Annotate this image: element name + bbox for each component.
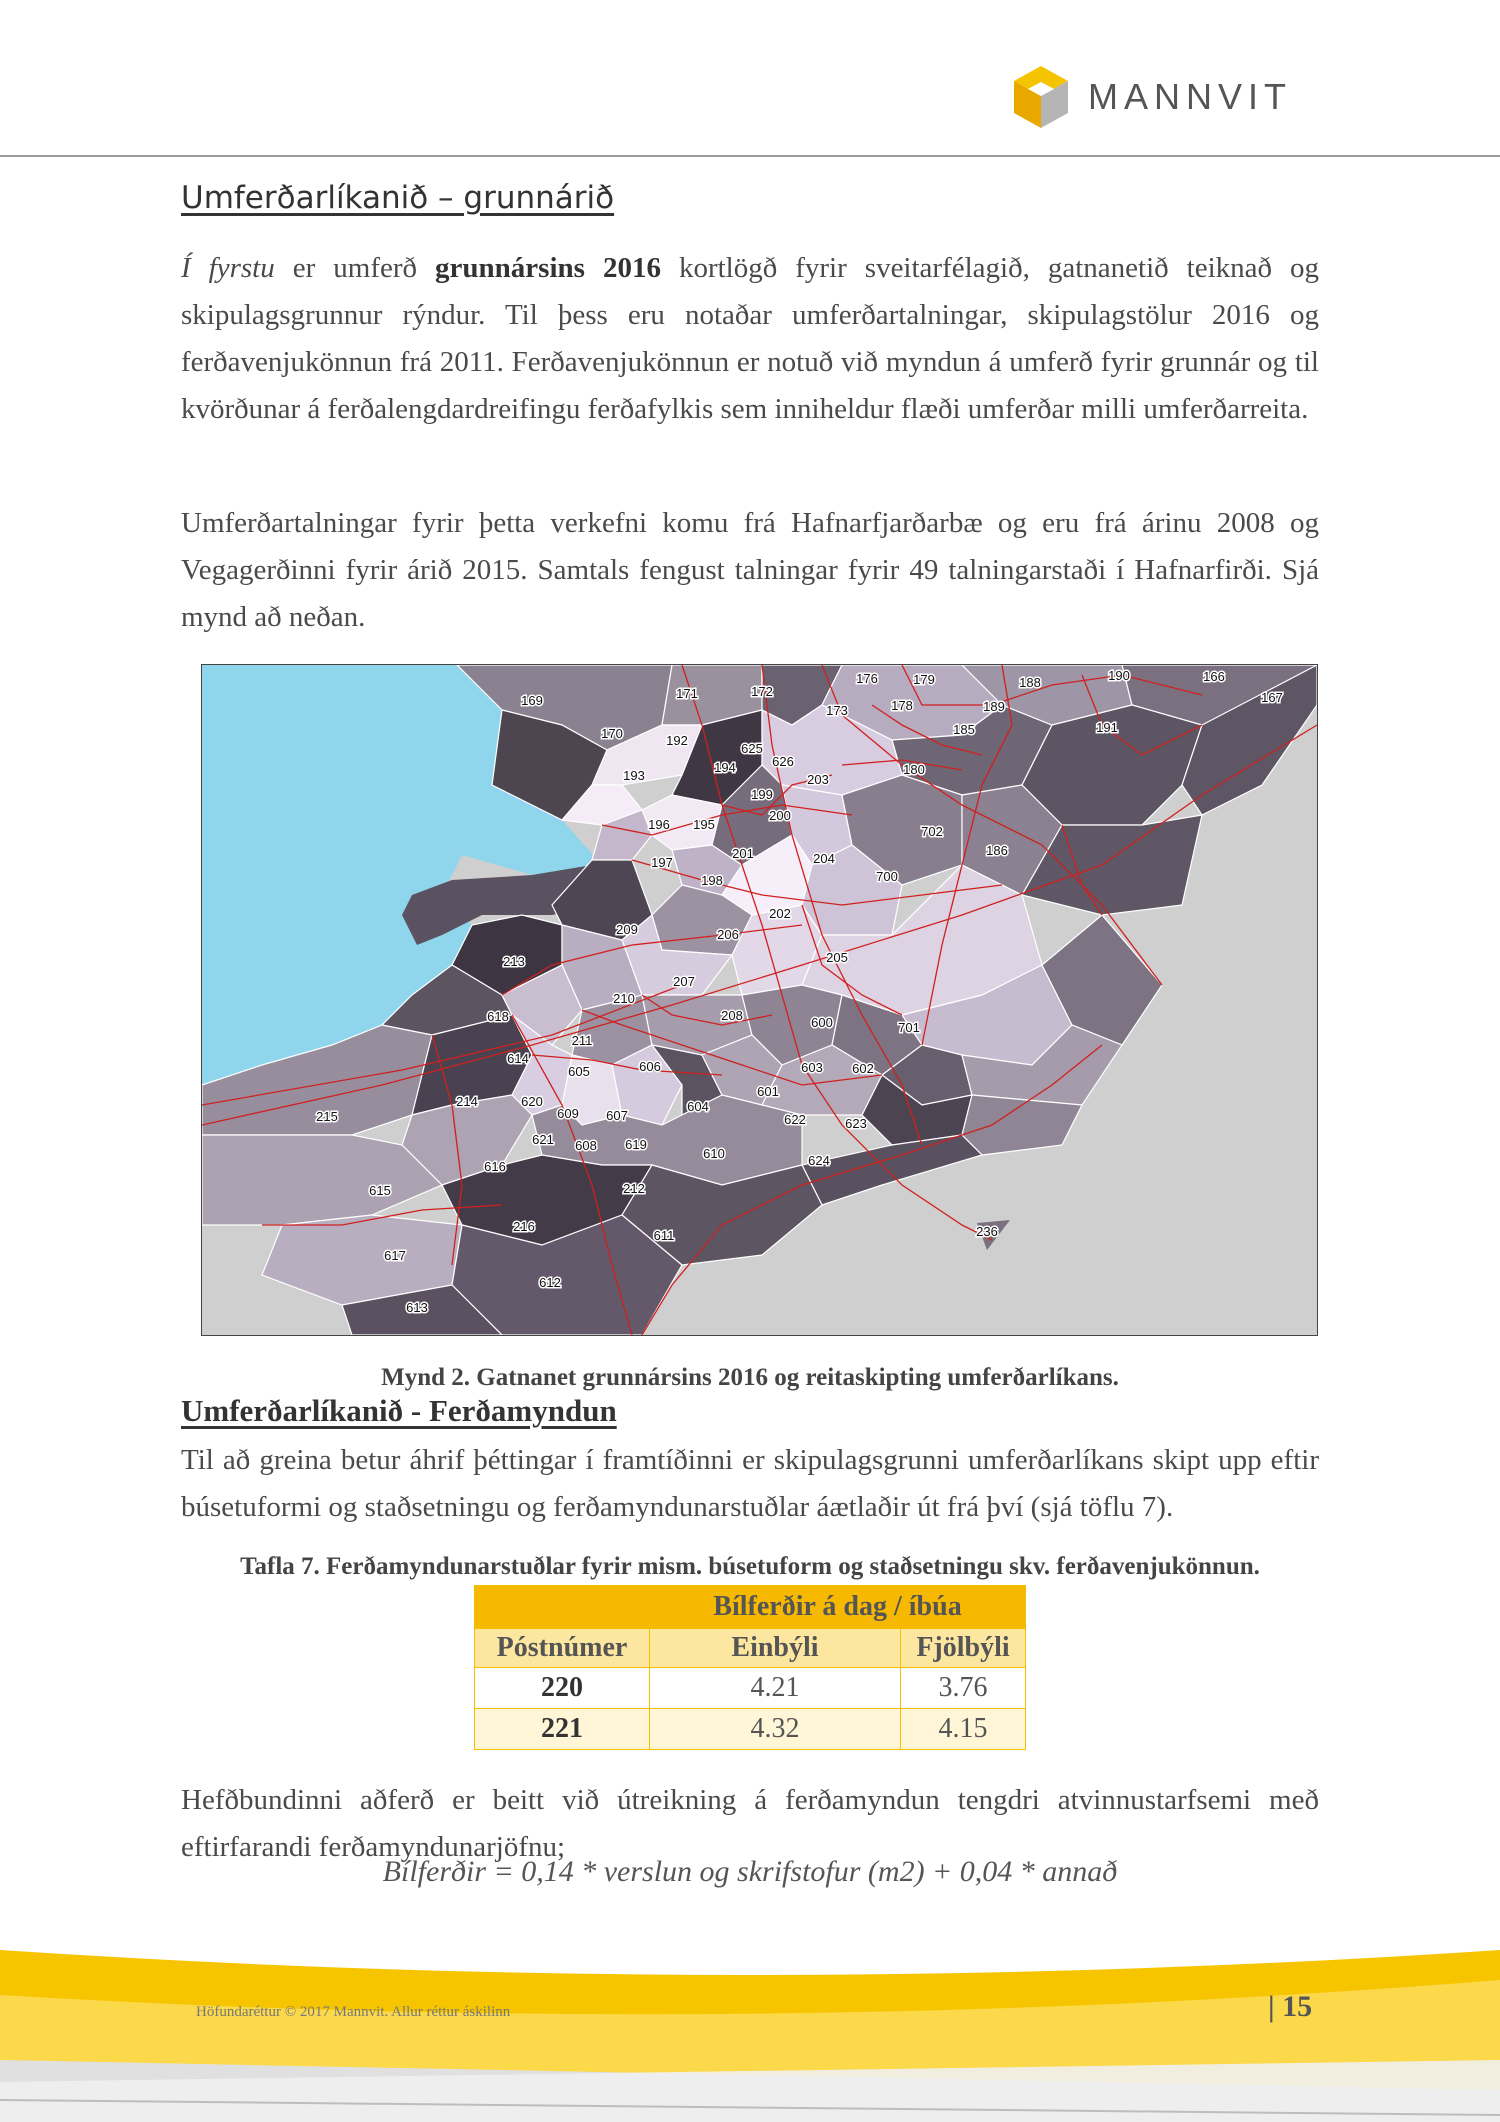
zone-label-617: 617 <box>384 1248 406 1263</box>
zone-label-195: 195 <box>693 817 715 832</box>
zone-label-211: 211 <box>571 1033 593 1048</box>
zone-label-200: 200 <box>769 808 791 823</box>
paragraph-atvinnustarfsemi: Hefðbundinni aðferð er beitt við útreikning á ferðamyndun tengdri atvinnustarfsemi með eftirfarandi ferðamyndunarjöfnu; <box>181 1784 1319 1863</box>
zone-label-192: 192 <box>666 733 688 748</box>
paragraph-bold: grunnársins 2016 <box>435 252 661 284</box>
zone-label-189: 189 <box>983 699 1005 714</box>
zone-label-619: 619 <box>625 1137 647 1152</box>
zone-label-185: 185 <box>953 722 975 737</box>
zone-label-193: 193 <box>623 768 645 783</box>
paragraph-text-a: er umferð <box>274 252 436 284</box>
zone-label-623: 623 <box>845 1116 867 1131</box>
cell-fjolbyli: 4.15 <box>901 1709 1026 1750</box>
zone-label-603: 603 <box>801 1060 823 1075</box>
zone-label-214: 214 <box>456 1094 478 1109</box>
zone-label-606: 606 <box>639 1059 661 1074</box>
zone-label-614: 614 <box>507 1051 529 1066</box>
zone-label-188: 188 <box>1019 675 1041 690</box>
zone-label-176: 176 <box>856 671 878 686</box>
cell-einbyli: 4.32 <box>650 1709 901 1750</box>
zone-label-186: 186 <box>986 843 1008 858</box>
table-caption: Tafla 7. Ferðamyndunarstuðlar fyrir mism. búsetuform og staðsetningu skv. ferðavenjukönnun. <box>240 1553 1260 1580</box>
zone-label-167: 167 <box>1261 690 1283 705</box>
zone-label-620: 620 <box>521 1094 543 1109</box>
zone-label-199: 199 <box>751 787 773 802</box>
zone-label-613: 613 <box>406 1300 428 1315</box>
zone-label-621: 621 <box>532 1132 554 1147</box>
column-header-postnumer: Póstnúmer <box>475 1629 650 1668</box>
cell-postnumer: 220 <box>475 1668 650 1709</box>
paragraph-talningar: Umferðartalningar fyrir þetta verkefni komu frá Hafnarfjarðarbæ og eru frá árinu 2008 og Vegagerðinni fyrir árið 2015. Samtals fengust talningar fyrir 49 talningarstaði í Hafnarfirði. Sjá mynd að neðan. <box>181 507 1319 633</box>
table-blank-header <box>475 1586 650 1629</box>
paragraph-ferdamyndun: Til að greina betur áhrif þéttingar í framtíðinni er skipulagsgrunni umferðarlíkans skipt upp eftir búsetuformi og staðsetningu og ferðamyndunarstuðlar áætlaðir út frá því (sjá töflu 7). <box>181 1444 1319 1523</box>
zone-label-601: 601 <box>757 1084 779 1099</box>
traffic-zone-map <box>201 664 1318 1336</box>
zone-label-216: 216 <box>513 1219 535 1234</box>
zone-label-608: 608 <box>575 1138 597 1153</box>
table-group-header-row <box>475 1586 1026 1629</box>
zone-label-203: 203 <box>807 772 829 787</box>
zone-label-179: 179 <box>913 672 935 687</box>
zone-label-612: 612 <box>539 1275 561 1290</box>
zone-label-169: 169 <box>521 693 543 708</box>
zone-label-615: 615 <box>369 1183 391 1198</box>
zone-label-204: 204 <box>813 851 835 866</box>
zone-label-611: 611 <box>653 1228 675 1243</box>
zone-label-600: 600 <box>811 1015 833 1030</box>
zone-label-208: 208 <box>721 1008 743 1023</box>
zone-label-198: 198 <box>701 873 723 888</box>
column-header-fjolbyli: Fjölbýli <box>901 1629 1026 1668</box>
zone-label-610: 610 <box>703 1146 725 1161</box>
zone-label-607: 607 <box>606 1108 628 1123</box>
zone-label-616: 616 <box>484 1159 506 1174</box>
section-heading-grunnarid: Umferðarlíkanið – grunnárið <box>181 180 615 216</box>
zone-label-609: 609 <box>557 1106 579 1121</box>
zone-label-201: 201 <box>732 846 754 861</box>
zone-label-604: 604 <box>687 1099 709 1114</box>
zone-label-173: 173 <box>826 703 848 718</box>
map-svg <box>202 665 1317 1335</box>
zone-label-178: 178 <box>891 698 913 713</box>
lead-italic: Í fyrstu <box>181 252 275 284</box>
zone-label-191: 191 <box>1096 720 1118 735</box>
zone-label-212: 212 <box>623 1181 645 1196</box>
zone-label-209: 209 <box>616 922 638 937</box>
paragraph-grunnarid <box>181 245 1319 433</box>
zone-label-202: 202 <box>769 906 791 921</box>
mannvit-cube-icon <box>1010 64 1072 130</box>
zone-label-170: 170 <box>601 726 623 741</box>
mannvit-logo <box>1010 62 1292 132</box>
trip-generation-formula: Bílferðir = 0,14 * verslun og skrifstofur (m2) + 0,04 * annað <box>382 1855 1118 1888</box>
zone-label-701: 701 <box>898 1020 920 1035</box>
footer-decoration <box>0 1940 1500 2122</box>
zone-label-172: 172 <box>751 684 773 699</box>
zone-label-180: 180 <box>903 762 925 777</box>
zone-label-626: 626 <box>772 754 794 769</box>
zone-label-236: 236 <box>976 1224 998 1239</box>
footer-copyright: Höfundaréttur © 2017 Mannvit. Allur réttur áskilinn <box>196 2004 511 2020</box>
zone-label-605: 605 <box>568 1064 590 1079</box>
zone-label-622: 622 <box>784 1112 806 1127</box>
zone-label-190: 190 <box>1108 668 1130 683</box>
zone-label-197: 197 <box>651 855 673 870</box>
cell-fjolbyli: 3.76 <box>901 1668 1026 1709</box>
zone-label-171: 171 <box>676 686 698 701</box>
section-heading-ferdamyndun: Umferðarlíkanið - Ferðamyndun <box>181 1393 617 1428</box>
zone-label-194: 194 <box>714 760 736 775</box>
zone-label-702: 702 <box>921 824 943 839</box>
column-header-einbyli: Einbýli <box>650 1629 901 1668</box>
cell-einbyli: 4.21 <box>650 1668 901 1709</box>
zone-label-205: 205 <box>826 950 848 965</box>
header-divider <box>0 155 1500 157</box>
zone-label-207: 207 <box>673 974 695 989</box>
zone-label-602: 602 <box>852 1061 874 1076</box>
paragraph-text-b: kortlögð fyrir sveitarfélagið, gatnanetið teiknað og skipulagsgrunnur rýndur. Til þess eru notaðar umferðartalningar, skipulagstölur 2016 og ferðavenjukönnun frá 2011. Ferðavenjukönnun er notuð við myndun á umferð fyrir grunnár og til kvörðunar á ferðalengdardreifingu ferðafylkis sem inniheldur flæði umferðar milli umferðarreita. <box>181 252 1320 425</box>
zone-label-215: 215 <box>316 1109 338 1124</box>
table-row <box>475 1668 1026 1709</box>
zone-label-700: 700 <box>876 869 898 884</box>
cell-postnumer: 221 <box>475 1709 650 1750</box>
zone-label-210: 210 <box>613 991 635 1006</box>
table-row <box>475 1709 1026 1750</box>
logo-text: MANNVIT <box>1088 76 1292 117</box>
zone-label-196: 196 <box>648 817 670 832</box>
table-column-header-row <box>475 1629 1026 1668</box>
page-number: | 15 <box>1268 1990 1313 2023</box>
zone-label-206: 206 <box>717 927 739 942</box>
zone-label-625: 625 <box>741 741 763 756</box>
figure-caption: Mynd 2. Gatnanet grunnársins 2016 og reitaskipting umferðarlíkans. <box>381 1364 1119 1391</box>
table-group-header: Bílferðir á dag / íbúa <box>650 1586 1026 1629</box>
zone-label-624: 624 <box>808 1153 830 1168</box>
zone-label-166: 166 <box>1203 669 1225 684</box>
zone-label-213: 213 <box>503 954 525 969</box>
trip-rate-table <box>474 1585 1026 1750</box>
zone-label-618: 618 <box>487 1009 509 1024</box>
